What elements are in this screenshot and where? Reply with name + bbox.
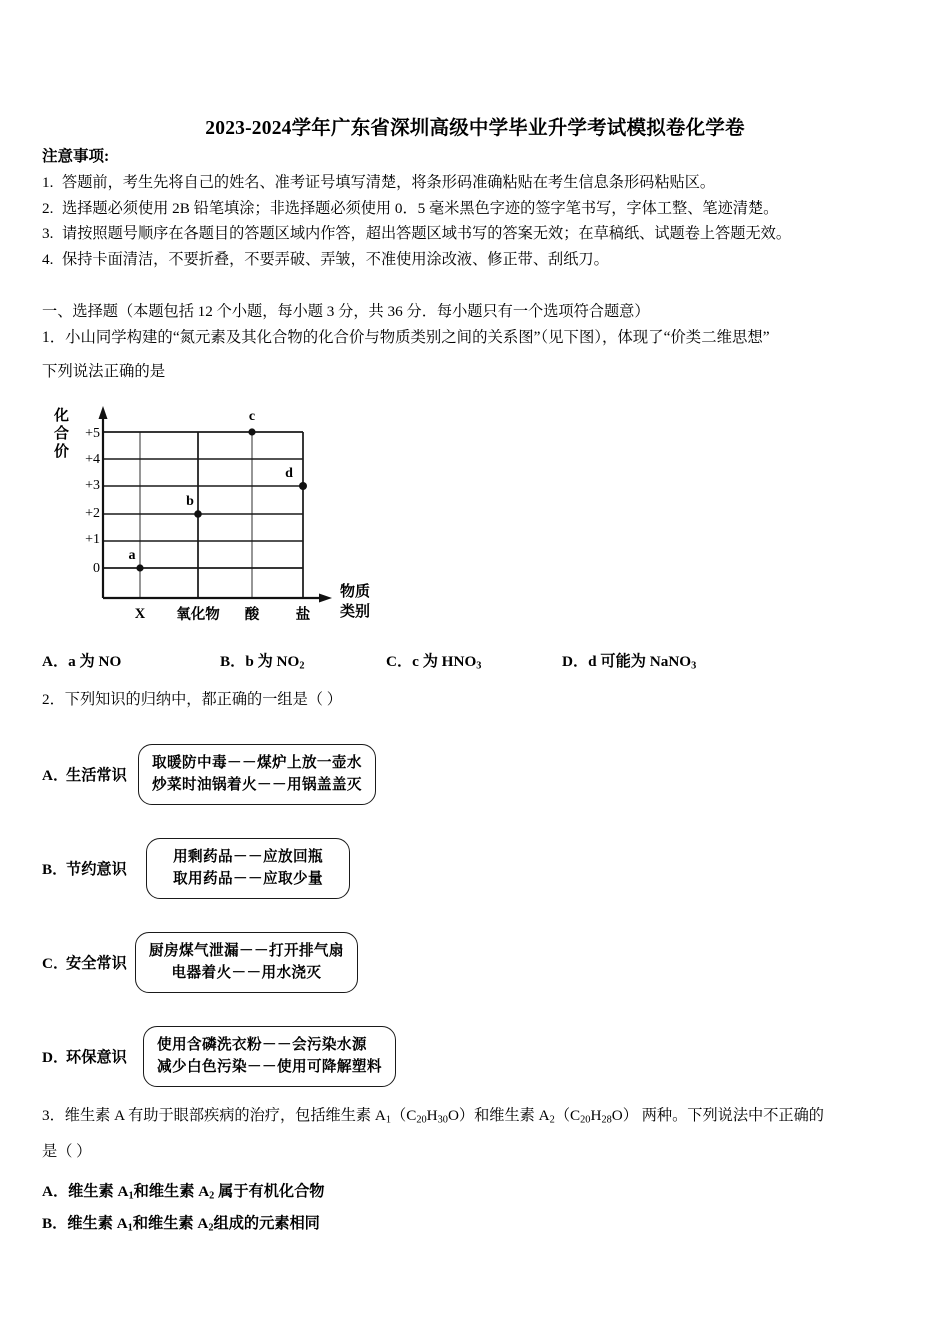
y-tick-label: 0 (93, 561, 100, 576)
option-text: c 为 HNO (412, 653, 477, 670)
x-tick-label: 盐 (295, 607, 311, 623)
x-tick-label: X (134, 606, 146, 622)
option-letter: B． (42, 1215, 68, 1232)
y-tick-label: +4 (85, 452, 100, 467)
y-axis-arrow (99, 406, 108, 419)
question-3-option-a (42, 1180, 324, 1201)
option-letter: D． (42, 1049, 69, 1066)
data-point-a (136, 564, 143, 571)
x-axis-arrow (319, 594, 332, 603)
page-title: 2023-2024学年广东省深圳高级中学毕业升学考试模拟卷化学卷 (205, 118, 745, 139)
question-1-option-c (386, 650, 562, 671)
notice-item-text: 选择题必须使用 2B 铅笔填涂；非选择题必须使用 0．5 毫米黑色字迹的签字笔书写，字体工整、笔迹清楚。 (62, 199, 779, 217)
box-line: 电器着火－－用水浇灭 (171, 965, 322, 981)
y-axis-label-char-1: 化 (54, 408, 70, 424)
option-text: 和维生素 A (133, 1183, 210, 1200)
option-subscript: 3 (476, 660, 482, 672)
data-point-label-a: a (128, 548, 136, 563)
question-2-option-b-box (146, 838, 350, 899)
box-line: 用剩药品－－应放回瓶 (173, 849, 323, 865)
y-tick-label: +5 (85, 426, 100, 441)
question-1-option-d (562, 650, 696, 671)
question-2-option-d-label (42, 1046, 138, 1067)
data-point-label-c: c (248, 409, 256, 424)
y-axis-label-char-2: 合 (54, 426, 70, 442)
option-text: 组成的元素相同 (213, 1215, 320, 1232)
question-2-stem: 2．下列知识的归纳中，都正确的一组是（ ） (42, 691, 342, 708)
box-line: 取暖防中毒－－煤炉上放一壶水 (152, 755, 362, 771)
option-subscript: 1 (127, 1222, 133, 1234)
data-point-b (194, 510, 202, 518)
box-line: 炒菜时油锅着火－－用锅盖盖灭 (152, 777, 362, 793)
option-letter: C． (386, 653, 413, 670)
option-text: 属于有机化合物 (214, 1183, 325, 1200)
question-2-option-b (42, 838, 542, 899)
stem-part: H (590, 1107, 602, 1124)
option-subscript: 2 (208, 1222, 214, 1234)
option-letter: C． (42, 955, 69, 972)
question-3-stem-line-1 (42, 1104, 918, 1125)
notice-item-index: 3. (42, 225, 54, 242)
option-category: 环保意识 (66, 1049, 127, 1066)
question-2-option-b-label (42, 858, 138, 879)
box-line: 使用含磷洗衣粉－－会污染水源 (157, 1037, 367, 1053)
data-point-d (299, 482, 307, 490)
stem-subscript: 20 (416, 1114, 427, 1126)
valence-category-chart (40, 398, 440, 638)
stem-part: 3．维生素 A 有助于眼部疾病的治疗，包括维生素 A (42, 1107, 386, 1124)
data-point-label-d: d (285, 466, 293, 481)
option-text: d 可能为 NaNO (588, 653, 692, 670)
question-2-option-d-box (143, 1026, 396, 1087)
option-text: 维生素 A (68, 1183, 129, 1200)
stem-subscript: 28 (601, 1114, 612, 1126)
notice-item (42, 247, 910, 273)
option-letter: B． (42, 861, 68, 878)
question-2-option-a (42, 744, 542, 805)
notice-item (42, 170, 910, 196)
question-2-option-c (42, 932, 542, 993)
data-point-c (248, 428, 255, 435)
chart-svg (40, 398, 440, 638)
question-2-option-d (42, 1026, 542, 1087)
question-1-stem-line-1: 1．小山同学构建的“氮元素及其化合物的化合价与物质类别之间的关系图”（见下图），体现了“价类二维思想” (42, 329, 770, 346)
question-2-option-a-box (138, 744, 376, 805)
stem-part: （C (554, 1107, 581, 1124)
stem-part: O） 两种。下列说法中不正确的 (611, 1107, 824, 1124)
stem-subscript: 2 (549, 1114, 555, 1126)
notice-item (42, 196, 910, 222)
notice-item-index: 2. (42, 199, 54, 217)
stem-subscript: 1 (385, 1114, 392, 1126)
notice-item (42, 221, 910, 247)
option-letter: D． (562, 653, 589, 670)
question-3-stem-line-2: 是（ ） (42, 1143, 92, 1160)
option-subscript: 2 (299, 660, 305, 672)
question-1-option-a (42, 650, 220, 671)
y-tick-label: +2 (85, 506, 100, 521)
option-category: 节约意识 (66, 861, 127, 878)
option-letter: A． (42, 767, 69, 784)
stem-part: （C (391, 1107, 417, 1124)
notice-item-text: 请按照题号顺序在各题目的答题区域内作答，超出答题区域书写的答案无效；在草稿纸、试题卷上答题无效。 (62, 225, 791, 242)
data-point-label-b: b (186, 494, 194, 509)
option-letter: B． (220, 653, 246, 670)
box-line: 取用药品－－应取少量 (173, 871, 323, 887)
y-tick-label: +1 (85, 532, 100, 547)
option-subscript: 1 (128, 1190, 134, 1202)
question-1-option-b (220, 650, 386, 671)
stem-subscript: 20 (580, 1114, 591, 1126)
option-text: b 为 NO (245, 653, 300, 670)
x-tick-label: 氧化物 (176, 607, 220, 623)
option-subscript: 2 (209, 1190, 215, 1202)
stem-part: H (426, 1107, 438, 1124)
option-letter: A． (42, 1183, 69, 1200)
question-2-option-c-label (42, 952, 138, 973)
notice-heading: 注意事项: (42, 148, 110, 165)
stem-subscript: 30 (437, 1114, 448, 1126)
box-line: 厨房煤气泄漏－－打开排气扇 (149, 943, 344, 959)
x-axis-title-line-1: 物质 (340, 584, 371, 600)
box-line: 减少白色污染－－使用可降解塑料 (157, 1059, 382, 1075)
notice-item-text: 保持卡面清洁，不要折叠，不要弄破、弄皱，不准使用涂改液、修正带、刮纸刀。 (62, 250, 609, 268)
question-3-option-b (42, 1212, 320, 1233)
option-text: 维生素 A (67, 1215, 128, 1232)
option-text: 和维生素 A (132, 1215, 209, 1232)
stem-part: O）和维生素 A (447, 1107, 550, 1124)
x-tick-label: 酸 (244, 607, 260, 623)
x-axis-title-line-2: 类别 (340, 604, 371, 620)
question-1-options (42, 650, 910, 671)
y-axis-label-char-3: 价 (54, 444, 70, 460)
notice-block (42, 146, 910, 272)
option-text: a 为 NO (68, 653, 122, 670)
y-tick-label: +3 (85, 478, 100, 493)
question-2-option-c-box (135, 932, 358, 993)
notice-item-index: 1. (42, 174, 54, 191)
notice-item-text: 答题前，考生先将自己的姓名、准考证号填写清楚，将条形码准确粘贴在考生信息条形码粘贴区。 (62, 174, 716, 191)
option-subscript: 3 (691, 660, 697, 672)
section-heading: 一、选择题（本题包括 12 个小题，每小题 3 分，共 36 分．每小题只有一个选项符合题意） (42, 303, 650, 320)
notice-item-index: 4. (42, 250, 54, 268)
option-category: 生活常识 (66, 767, 127, 784)
option-category: 安全常识 (66, 955, 127, 972)
question-2-option-a-label (42, 764, 138, 785)
question-1-stem-line-2: 下列说法正确的是 (42, 363, 166, 380)
option-letter: A． (42, 653, 69, 670)
